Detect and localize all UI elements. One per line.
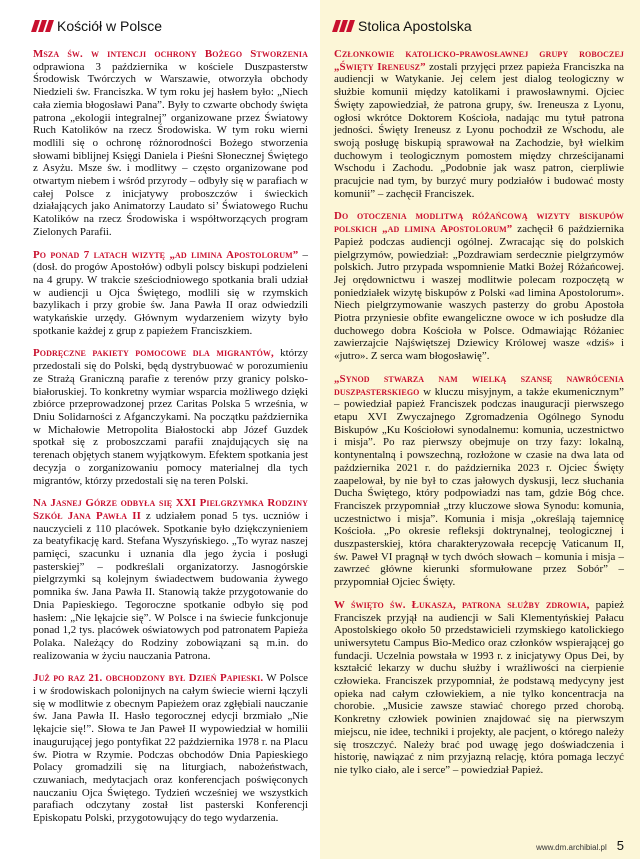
article-body: odprawiona 3 października w kościele Duszpasterstw Środowisk Twórczych w Warszawie, otworzyła obchody Niedzieli św. Franciszka. W tym roku jej hasłem było: „Niech cała ziemia błogosławi Pana”. Były to czwarte obchody święta patrona „ekologii integralnej” organizowane przez Światowy Ruch Katolików na rzecz Środowiska. W tym roku wierni modlili się o ochronę różnorodności Bożego stworzenia słowami biblijnej Księgi Daniela i Pieśni Słonecznej Świętego z Asyżu. Msze św. i modlitwy – często organizowane pod otwartym niebem i wśród przyrody – odbyły się w parafiach w całej Polsce z inicjatywy proboszczów i świeckich działających jako Animatorzy Laudato si’ Światowego Ruchu Katolików na rzecz Środowiska i współtworzących program Zielonych Parafii. <box>33 60 308 238</box>
section-title: Stolica Apostolska <box>358 18 472 34</box>
section-title: Kościół w Polsce <box>57 18 163 34</box>
section-header-right <box>334 18 624 34</box>
page-footer <box>536 838 624 853</box>
section-marks-icon <box>33 20 52 32</box>
article-lead: Na Jasnej Górze odbyła się XXI Pielgrzymka Rodziny Szkół Jana Pawła II <box>33 497 308 522</box>
section-header-left <box>33 18 308 34</box>
article <box>33 249 308 338</box>
article <box>33 497 308 662</box>
article-body: którzy przedostali się do Polski, będą dystrybuować w porozumieniu ze Strażą Graniczną parafie z terenów przy granicy polsko-białoruskiej. To konkretny wymiar wsparcia możliwego dzięki zbiórce przeprowadzonej przez Caritas Polska 5 września, w Dniu Solidarności z Afganczykami. Na początku października w Michałowie Metropolita Białostocki abp Józef Guzdek spotkał się z proboszczami parafii znajdujących się na terenach objętych stanem wyjątkowym. Efektem spotkania jest decyzja o zorganizowaniu pomocy materialnej dla tych migrantów, którzy przedostali się na teren Polski. <box>33 347 309 487</box>
article <box>33 48 308 239</box>
article-body: zostali przyjęci przez papieża Franciszka na audiencji w Watykanie. Jej celem jest dialog teologiczny w służbie komunii między katolikami i prawosławnymi. Ojciec Święty zapowiedział, że patrona grupy, św. Ireneusza z Lyonu, ogłosi wkrótce Doktorem Kościoła, nadając mu tytuł patrona jedności. Święty Ireneusz z Lyonu pochodził ze Wschodu, ale swoją posługę biskupią sprawował na Zachodzie, był wielkim duchowym i teologicznym pomostem między chrześcijanami Wschodu i Zachodu. „Podobnie jak wasz patron, cierpliwie pracujcie nad tym, by burzyć mury podziałów i budować mosty komunii” – zachęcił Franciszek. <box>334 60 624 200</box>
footer-url[interactable]: www.dm.archibial.pl <box>536 843 607 852</box>
article <box>334 210 624 362</box>
article-body: – (dosł. do progów Apostołów) odbyli polscy biskupi podzieleni na 4 grupy. W trakcie sześciodniowego spotkania brali udział w audiencji u Ojca Świętego, modlili się w rzymskich bazylikach i przy grobie św. Jana Pawła II oraz odwiedzili watykańskie urzędy. Głównym wydarzeniem wizyty było spotkanie każdej z grup z papieżem Franciszkiem. <box>33 248 308 337</box>
article-body: W Polsce i w środowiskach polonijnych na całym świecie wierni łączyli się w modlitwie z obecnym Papieżem oraz zgłębiali nauczanie św. Jana Pawła II. Hasło tegorocznej edycji brzmiało „Nie lękajcie się!”. Słowa te Jan Paweł II wypowiedział w homilii inaugurującej jego pontyfikat 22 października 1978 r. na Placu św. Piotra w Rzymie. Podczas obchodów Dnia Papieskiego Polacy gromadzili się na liturgiach, nabożeństwach, czuwaniach, medytacjach oraz konferencjach poświęconych nauczaniu Ojca Świętego. Tydzień wcześniej we wszystkich parafiach odczytany został list pasterski Konferencji Episkopatu Polski, przygotowujący do tego wydarzenia. <box>33 672 308 825</box>
article-lead: Do otoczenia modlitwą różańcową wizyty biskupów polskich „ad limina Apostolorum” <box>334 210 624 236</box>
article-body: zachęcił 6 października Papież podczas audiencji ogólnej. Zwracając się do polskich pielgrzymów, powiedział: „Pozdrawiam serdecznie pielgrzymów polskich. Jutro przypada wspomnienie Matki Bożej Różańcowej. Jej orędownictwu i waszej modlitwie polecam rozpoczętą w poniedziałek wizytę biskupów z Polski «ad limina Apostolorum». Niech pielgrzymowanie waszych pasterzy do grobu Apostoła Piotra przyniesie obfite ewangeliczne owoce w ich posłudze dla duchowego dobra Kościoła w Polsce. Odmawiając Różaniec zawierzajcie Najświętszej Dziewicy Królowej wasze «dziś» i «jutro». Z serca wam błogosławię”. <box>334 223 624 363</box>
article <box>33 347 308 487</box>
article-lead: Już po raz 21. obchodzony był Dzień Papieski. <box>33 672 264 685</box>
article-lead: Po ponad 7 latach wizytę „ad limina Apostolorum” <box>33 248 299 261</box>
article <box>334 48 624 200</box>
article-lead: „Synod stwarza nam wielką szansę nawrócenia duszpasterskiego <box>334 372 624 398</box>
article-body: z udziałem ponad 5 tys. uczniów i nauczycieli z 110 placówek. Spotkanie było dziękczynieniem za beatyfikację kard. Stefana Wyszyńskiego. „To wyraz naszej pamięci, szacunku i uznania dla jego życia i posługi pasterskiej” – podkreślali organizatorzy. Jasnogórskie pielgrzymki są kolejnym świadectwem budowania żywego pomnika św. Jana Pawła II. Stanowią także przygotowanie do Dnia Papieskiego. Tegoroczne spotkanie odbyło się pod hasłem: „Nie lękajcie się”. W Polsce i na świecie funkcjonuje ponad 1,2 tys. placówek oświatowych pod patronatem Papieża Polaka. Należący do Rodziny zobowiązani są m.in. do realizowania w życiu nauczania Patrona. <box>33 509 308 662</box>
article-body: papież Franciszek przyjął na audiencji w Sali Klementyńskiej Pałacu Apostolskiego około 50 przedstawicieli rzymskiego katolickiego uniwersytetu Campus Bio-Medico oraz członków wspierającej go fundacji. Uczelnia powstała w 1993 r. z inicjatywy Opus Dei, by kształcić lekarzy w duchu służby i wrażliwości na cierpienie człowieka. Franciszek przypomniał, że podstawą medycyny jest opieka nad całym człowiekiem, a nie tylko koncentracja na chorobie. „Musicie zawsze stawiać chorego przed chorobą. Konkretny człowiek powinien znajdować się na pierwszym miejscu, nie idee, techniki i projekty, ale pacjent, o którego należy się troszczyć. Należy brać pod uwagę jego doświadczenia i historię, nawiązać z nim przyjazną relację, która pomaga leczyć nie tylko ciało, ale i serce” – powiedział Papież. <box>334 598 624 776</box>
article-lead: Podręczne pakiety pomocowe dla migrantów, <box>33 347 274 360</box>
article <box>33 672 308 824</box>
article <box>334 599 624 777</box>
article-lead: Msza św. w intencji ochrony Bożego Stworzenia <box>33 48 308 60</box>
article-lead: Członkowie katolicko-prawosławnej grupy roboczej „Święty Ireneusz” <box>334 48 624 73</box>
article-lead: W święto św. Łukasza, patrona służby zdrowia, <box>334 598 590 611</box>
article-body: w kluczu misyjnym, a także ekumenicznym” – powiedział papież Franciszek podczas inauguracji pierwszego etapu XVI Zwyczajnego Zgromadzenia Ogólnego Synodu Biskupów „Ku Kościołowi synodalnemu: komunia, uczestnictwo i misja”. Po raz pierwszy obejmuje on trzy fazy: lokalną, kontynentalną i powszechną, rozłożone w czasie na dwa lata od października 2021 r. do października 2023 r. Ojciec Święty zaapelował, by nie był to czas jałowych dyskusji, lecz słuchania Ducha Świętego, który podpowiadzi nas tam, gdzie Bóg chce. Franciszek przypomniał „trzy kluczowe słowa Synodu: komunia, uczestnictwo i misja”. Komunia i misja „określają tajemnicę Kościoła. „Po okresie refleksji doktrynalnej, teologicznej i duszpasterskiej, która charakteryzowała recepcję Vaticanum II, św. Paweł VI pragnął w tych dwóch słowach – komunia i misja – zawrzeć główne kierunki sformułowane przez Sobór” – przypomniał Ojciec Święty. <box>334 385 624 589</box>
page-number: 5 <box>616 838 624 853</box>
right-column <box>320 0 640 859</box>
section-marks-icon <box>334 20 353 32</box>
article <box>334 373 624 589</box>
